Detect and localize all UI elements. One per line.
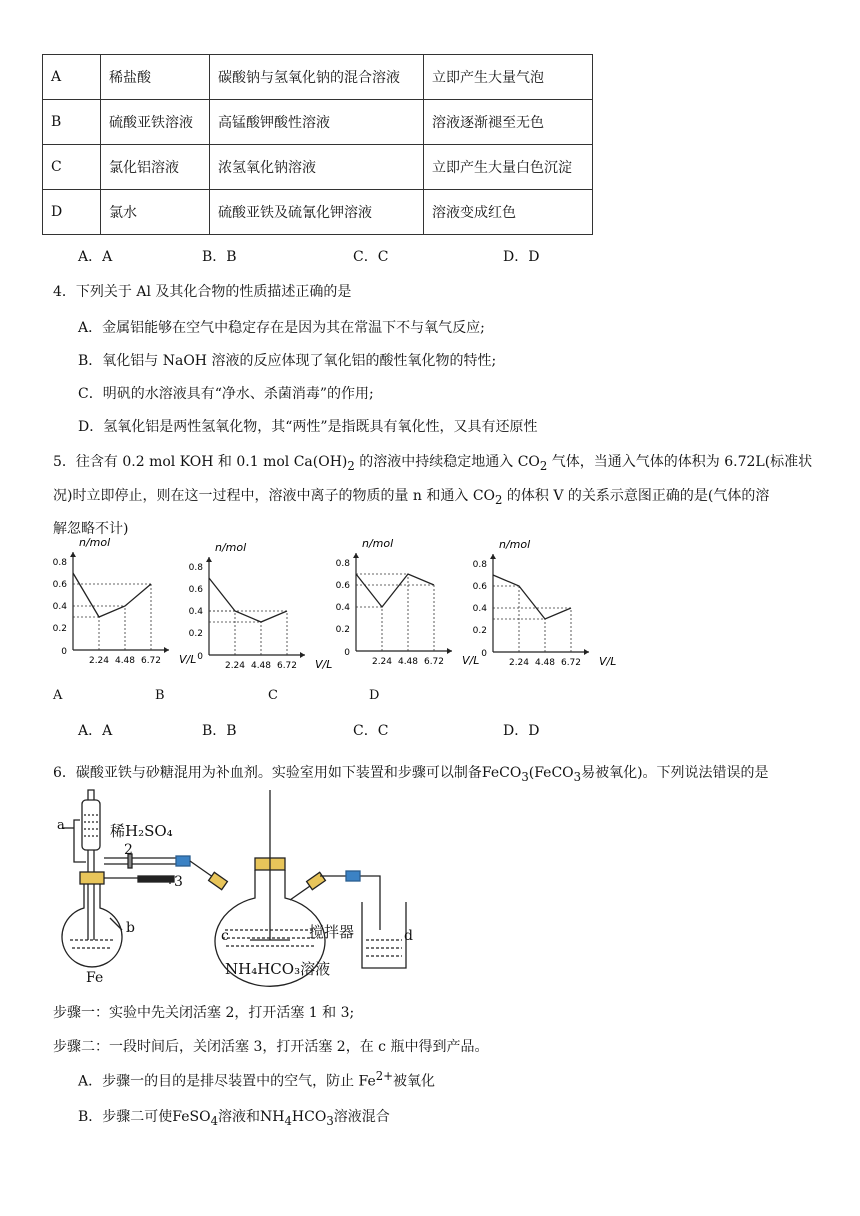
q5-graph-label-b: B: [155, 688, 165, 703]
q6-choice-b-text-3: 溶液混合: [333, 1109, 390, 1125]
q3-cell: 立即产生大量白色沉淀: [424, 145, 593, 190]
q3-cell: A: [43, 55, 101, 100]
x-tick-label: 4.48: [114, 656, 136, 666]
y-axis-label: n/mol: [79, 536, 111, 549]
q6-formula-2-sub: 3: [573, 769, 582, 784]
q4-stem: 4．下列关于 Al 及其化合物的性质描述正确的是: [53, 284, 352, 300]
q6-choice-b-text-1: B．步骤二可使: [78, 1109, 173, 1125]
q5-option-c[interactable]: C．C: [353, 723, 389, 739]
y-tick-label: 0.4: [188, 607, 203, 617]
series-line: [493, 575, 571, 619]
q5-graph-label-c: C: [268, 688, 278, 703]
y-tick-label: 0: [197, 652, 203, 662]
y-axis-arrow: [490, 554, 496, 559]
q6-choice-a-sup: 2+: [375, 1069, 393, 1083]
q6-stem-text-1: 6．碳酸亚铁与砂糖混用为补血剂。实验室用如下装置和步骤可以制备: [53, 765, 482, 781]
q4-choice-c[interactable]: C．明矾的水溶液具有“净水、杀菌消毒”的作用;: [78, 386, 374, 402]
q5-stem-text-5: 的体积 V 的关系示意图正确的是(气体的溶: [502, 488, 770, 504]
y-axis-arrow: [70, 552, 76, 557]
y-tick-label: 0.6: [52, 580, 67, 590]
q5-stem-line3: 解忽略不计): [53, 521, 129, 537]
q6-choice-b-formula-2: NH: [260, 1109, 285, 1125]
x-tick-label: 2.24: [224, 661, 246, 671]
y-tick-label: 0.8: [52, 558, 67, 568]
series-line: [73, 573, 151, 617]
q6-choice-b-sub-3: 3: [326, 1113, 334, 1128]
q3-cell: 氯水: [101, 190, 210, 235]
q5-stem-text-2: 的溶液中持续稳定地通入 CO: [354, 454, 540, 470]
q5-stem-text-1: 5．往含有 0.2 mol KOH 和 0.1 mol Ca(OH): [53, 454, 348, 470]
y-tick-label: 0.8: [472, 560, 487, 570]
x-tick-label: 6.72: [276, 661, 298, 671]
apparatus-label-a: a: [57, 818, 65, 833]
y-tick-label: 0.6: [472, 582, 487, 592]
y-axis-arrow: [206, 557, 212, 562]
q5-stem-text-3: 气体，当通入气体的体积为 6.72L(标准状: [547, 454, 813, 470]
x-tick-label: 6.72: [140, 656, 162, 666]
apparatus-label-fe: Fe: [86, 970, 104, 986]
funnel-tube: [88, 790, 94, 800]
q6-choice-b-sub-1: 4: [210, 1113, 219, 1128]
apparatus-label-d: d: [404, 928, 413, 944]
beaker-d: [362, 902, 406, 968]
flask-b: [62, 884, 122, 967]
q5-stem-subscript-1: 2: [347, 458, 355, 473]
y-axis-label: n/mol: [499, 538, 531, 551]
q3-row: [43, 190, 593, 235]
q3-cell: 稀盐酸: [101, 55, 210, 100]
y-tick-label: 0: [61, 647, 67, 657]
q6-formula-1-sub: 3: [521, 769, 529, 784]
q3-cell: C: [43, 145, 101, 190]
q6-paren: (: [528, 765, 535, 781]
q3-cell: 立即产生大量气泡: [424, 55, 593, 100]
q6-choice-a[interactable]: [78, 1069, 435, 1091]
apparatus-label-valve-2: 2: [124, 842, 133, 858]
q6-stem: [53, 762, 769, 784]
x-tick-label: 2.24: [88, 656, 110, 666]
apparatus-label-b: b: [126, 920, 135, 936]
q6-choice-b-sub-2: 4: [284, 1113, 292, 1128]
q5-option-a[interactable]: A．A: [78, 723, 113, 739]
x-tick-label: 4.48: [534, 658, 556, 668]
x-tick-label: 4.48: [397, 657, 419, 667]
x-tick-label: 2.24: [371, 657, 393, 667]
y-tick-label: 0.6: [335, 581, 350, 591]
y-tick-label: 0.2: [188, 629, 203, 639]
y-tick-label: 0.8: [188, 563, 203, 573]
q5-graph-label-d: D: [369, 688, 380, 703]
q5-stem-text-4: 况)时立即停止，则在这一过程中，溶液中离子的物质的量 n 和通入 CO: [53, 488, 496, 504]
q6-formula-1: FeCO: [481, 765, 522, 781]
flask-b-stopper: [80, 872, 104, 884]
q3-cell: 硫酸亚铁及硫氰化钾溶液: [210, 190, 424, 235]
q3-cell: 溶液变成红色: [424, 190, 593, 235]
y-tick-label: 0.2: [335, 625, 350, 635]
q5-graph-label-a: A: [53, 688, 63, 703]
y-tick-label: 0: [344, 648, 350, 658]
apparatus-label-valve-3: 3: [174, 874, 183, 890]
q3-cell: B: [43, 100, 101, 145]
apparatus-label-stirrer: 搅拌器: [309, 923, 355, 941]
x-tick-label: 6.72: [423, 657, 445, 667]
q6-choice-b[interactable]: [78, 1106, 390, 1128]
x-axis-arrow: [584, 649, 589, 655]
x-axis-arrow: [300, 652, 305, 658]
q5-stem-subscript-2: 2: [539, 458, 548, 473]
y-tick-label: 0.4: [52, 602, 67, 612]
x-axis-label: V/L: [315, 658, 333, 671]
x-tick-label: 2.24: [508, 658, 530, 668]
q5-stem-subscript-3: 2: [495, 492, 503, 507]
q6-choice-b-text-2: 溶液和: [218, 1109, 261, 1125]
q6-choice-a-text: A．步骤一的目的是排尽装置中的空气，防止 Fe: [78, 1073, 376, 1090]
funnel-body: [82, 800, 100, 850]
series-line: [209, 578, 287, 622]
q3-row: [43, 145, 593, 190]
q3-cell: 高锰酸钾酸性溶液: [210, 100, 424, 145]
y-tick-label: 0: [481, 649, 487, 659]
q3-option-d[interactable]: D．D: [503, 249, 540, 265]
q4-choice-b[interactable]: B．氧化铝与 NaOH 溶液的反应体现了氧化铝的酸性氧化物的特性;: [78, 353, 497, 369]
y-tick-label: 0.2: [52, 624, 67, 634]
x-axis-arrow: [447, 648, 452, 654]
q3-option-c[interactable]: C．C: [353, 249, 389, 265]
q6-choice-b-formula-3: HCO: [291, 1109, 327, 1125]
apparatus-label-acid: 稀H₂SO₄: [110, 822, 173, 840]
y-axis-arrow: [353, 553, 359, 558]
q5-stem-line2: [53, 485, 769, 507]
q3-option-a[interactable]: A．A: [78, 249, 113, 265]
y-tick-label: 0.4: [335, 603, 350, 613]
q6-formula-2: FeCO: [534, 765, 574, 781]
y-tick-label: 0.6: [188, 585, 203, 595]
q4-choice-d[interactable]: D．氢氧化铝是两性氢氧化物，其“两性”是指既具有氧化性，又具有还原性: [78, 419, 538, 435]
apparatus-label-solution: NH₄HCO₃溶液: [225, 960, 331, 978]
q5-option-d[interactable]: D．D: [503, 723, 540, 739]
q6-choice-b-formula-1: FeSO: [172, 1109, 211, 1125]
x-tick-label: 6.72: [560, 658, 582, 668]
rubber-tube: [138, 876, 174, 882]
x-axis-arrow: [164, 647, 169, 653]
q3-cell: 氯化铝溶液: [101, 145, 210, 190]
q5-option-b[interactable]: B．B: [202, 723, 237, 739]
q3-cell: 碳酸钠与氢氧化钠的混合溶液: [210, 55, 424, 100]
q3-table: [42, 54, 593, 235]
q3-row: [43, 100, 593, 145]
x-axis-label: V/L: [599, 655, 617, 668]
apparatus-label-c: c: [221, 928, 229, 944]
q3-row: [43, 55, 593, 100]
q6-step1: 步骤一：实验中先关闭活塞 2，打开活塞 1 和 3;: [53, 1005, 355, 1021]
q6-choice-a-text-2: 被氧化: [392, 1073, 435, 1090]
q5-graphs: [0, 536, 860, 675]
series-line: [356, 574, 434, 607]
x-axis-label: V/L: [179, 653, 197, 666]
y-tick-label: 0.4: [472, 604, 487, 614]
q3-option-b[interactable]: B．B: [202, 249, 237, 265]
y-axis-label: n/mol: [215, 541, 247, 554]
x-axis-label: V/L: [462, 654, 480, 667]
q3-cell: 浓氢氧化钠溶液: [210, 145, 424, 190]
q4-choice-a[interactable]: A．金属铝能够在空气中稳定存在是因为其在常温下不与氧气反应;: [78, 320, 485, 336]
q3-cell: 溶液逐渐褪至无色: [424, 100, 593, 145]
q3-cell: D: [43, 190, 101, 235]
y-axis-label: n/mol: [362, 537, 394, 550]
q6-stem-text-2: 易被氧化)。下列说法错误的是: [581, 765, 769, 781]
q5-stem-line1: [53, 451, 812, 473]
x-tick-label: 4.48: [250, 661, 272, 671]
y-tick-label: 0.8: [335, 559, 350, 569]
y-tick-label: 0.2: [472, 626, 487, 636]
q6-step2: 步骤二：一段时间后，关闭活塞 3，打开活塞 2，在 c 瓶中得到产品。: [53, 1039, 489, 1055]
q3-cell: 硫酸亚铁溶液: [101, 100, 210, 145]
